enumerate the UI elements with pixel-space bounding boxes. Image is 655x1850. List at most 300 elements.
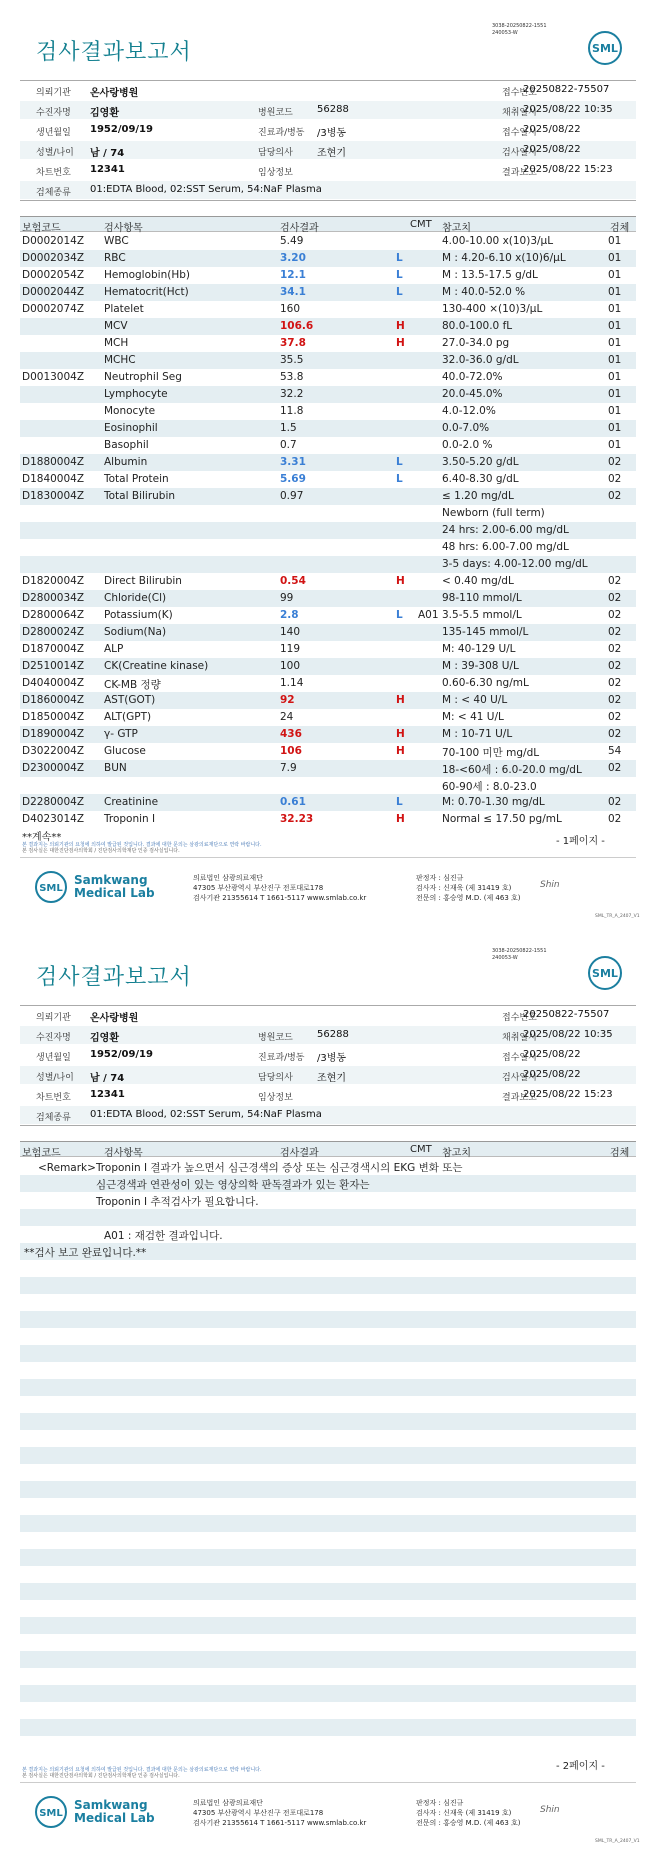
remark-line-1: <Remark>Troponin I 결과가 높으면서 심근경색의 증상 또는 심근경색시의 EKG 변화 또는 — [38, 1162, 463, 1174]
result-specimen: 02 — [608, 762, 622, 774]
result-code: D0002044Z — [22, 286, 85, 298]
footer-director: 판정자 : 심진규 — [416, 1799, 464, 1807]
col-item-header: 검사항목 — [104, 1148, 143, 1159]
result-ref: M : 4.20-6.10 x(10)6/μL — [442, 252, 566, 264]
blank-row — [20, 1209, 636, 1226]
table-row — [20, 301, 636, 318]
blank-row — [20, 1719, 636, 1736]
footer-org: 의료법인 삼광의료재단 — [193, 1799, 263, 1807]
footer-staff-info — [416, 1798, 521, 1828]
result-code: D1820004Z — [22, 575, 85, 587]
result-ref: 24 hrs: 2.00-6.00 mg/dL — [442, 524, 569, 536]
report-dt-value: 2025/08/22 15:23 — [523, 1089, 613, 1100]
col-spec-header: 검체 — [610, 1148, 630, 1159]
requester-label: 의뢰기관 — [36, 1013, 71, 1023]
barcode-text-2 — [492, 948, 547, 962]
result-specimen: 01 — [608, 235, 622, 247]
result-value: 119 — [280, 643, 301, 655]
footer-org: 의료법인 삼광의료재단 — [193, 874, 263, 882]
result-value: 0.54 — [280, 575, 306, 587]
result-value: 37.8 — [280, 337, 306, 349]
table-row — [20, 352, 636, 369]
patient-name-value: 김영환 — [90, 1033, 119, 1044]
footer-logo-text: SML — [39, 883, 63, 894]
result-ref: 0.0-2.0 % — [442, 439, 493, 451]
table-row — [20, 794, 636, 811]
results-table-header — [20, 216, 636, 232]
result-item: MCH — [104, 337, 129, 349]
results-table-header-2 — [20, 1141, 636, 1157]
test-dt-label: 검사일시 — [502, 1073, 537, 1083]
result-ref: Normal ≤ 17.50 pg/mL — [442, 813, 562, 825]
blank-row — [20, 1668, 636, 1685]
collect-label: 채취일시 — [502, 108, 537, 118]
table-row — [20, 267, 636, 284]
table-row — [20, 624, 636, 641]
result-specimen: 01 — [608, 354, 622, 366]
result-specimen: 01 — [608, 388, 622, 400]
result-ref: M : 10-71 U/L — [442, 728, 513, 740]
table-row — [20, 556, 636, 573]
result-ref: 18-<60세 : 6.0-20.0 mg/dL — [442, 764, 582, 776]
result-code: D2800034Z — [22, 592, 85, 604]
barcode-line-2: 240053-W — [492, 30, 518, 36]
header-row-1 — [20, 1006, 636, 1024]
result-item: Direct Bilirubin — [104, 575, 182, 587]
result-code: D1830004Z — [22, 490, 85, 502]
col-result-header: 검사결과 — [280, 1148, 319, 1159]
chart-no-label: 차트번호 — [36, 168, 71, 178]
blank-row — [20, 1702, 636, 1719]
result-code: D1880004Z — [22, 456, 85, 468]
header-row-5 — [20, 1086, 636, 1104]
result-specimen: 02 — [608, 694, 622, 706]
chart-no-label: 차트번호 — [36, 1093, 71, 1103]
result-value: 5.49 — [280, 235, 304, 247]
result-item: ALT(GPT) — [104, 711, 152, 723]
table-row — [20, 369, 636, 386]
result-code: D0002014Z — [22, 235, 85, 247]
result-item: RBC — [104, 252, 126, 264]
result-item: γ- GTP — [104, 728, 138, 740]
blank-row — [20, 1634, 636, 1651]
result-specimen: 02 — [608, 796, 622, 808]
result-item: Lymphocyte — [104, 388, 168, 400]
result-ref: 48 hrs: 6.00-7.00 mg/dL — [442, 541, 569, 553]
result-ref: < 0.40 mg/dL — [442, 575, 514, 587]
footer-brand — [74, 1799, 155, 1825]
result-flag: H — [396, 694, 405, 706]
result-flag: L — [396, 796, 403, 808]
patient-name-label: 수진자명 — [36, 1033, 71, 1043]
footer-address: 47305 부산광역시 부산진구 전포대로178 — [193, 1809, 324, 1817]
result-specimen: 01 — [608, 337, 622, 349]
sml-footer-logo-icon — [34, 870, 78, 904]
disclaimer-line-2: 본 검사실은 대한진단검사의학회 / 진단검사의학재단 인증 검사실입니다. — [22, 1773, 180, 1779]
result-code: D4040004Z — [22, 677, 85, 689]
table-row — [20, 726, 636, 743]
table-row — [20, 386, 636, 403]
result-value: 3.20 — [280, 252, 306, 264]
result-ref: 40.0-72.0% — [442, 371, 503, 383]
specimen-label: 검체종류 — [36, 188, 71, 198]
result-ref: 27.0-34.0 pg — [442, 337, 510, 349]
result-code: D2800064Z — [22, 609, 85, 621]
blank-row — [20, 1447, 636, 1464]
result-ref: 3-5 days: 4.00-12.00 mg/dL — [442, 558, 588, 570]
result-code: D2800024Z — [22, 626, 85, 638]
signature: Shin — [540, 880, 560, 890]
barcode-line-1: 3038-20250822-1551 — [492, 948, 547, 954]
disclaimer-2 — [22, 1767, 262, 1779]
blank-row — [20, 1362, 636, 1379]
table-row — [20, 284, 636, 301]
table-row — [20, 590, 636, 607]
receipt-no-label: 접수번호 — [502, 88, 537, 98]
footer-divider — [20, 1782, 636, 1783]
remark-line-4: A01 : 재검한 결과입니다. — [104, 1230, 223, 1242]
dob-value: 1952/09/19 — [90, 124, 153, 135]
table-row — [20, 488, 636, 505]
result-ref: M: 40-129 U/L — [442, 643, 516, 655]
disclaimer-line-1: 본 결과지는 의뢰기관의 요청에 의하여 발급된 것입니다. 결과에 대한 문의는 삼광의료재단으로 연락 바랍니다. — [22, 842, 262, 848]
table-row — [20, 675, 636, 692]
result-item: Neutrophil Seg — [104, 371, 182, 383]
sml-footer-logo-icon — [34, 1795, 78, 1829]
result-value: 34.1 — [280, 286, 306, 298]
result-flag: H — [396, 813, 405, 825]
blank-row — [20, 1294, 636, 1311]
blank-row — [20, 1600, 636, 1617]
receipt-dt-value: 2025/08/22 — [523, 1049, 581, 1060]
form-version: SML_TR_A_2407_V1 — [595, 1839, 640, 1844]
sml-logo-icon — [587, 955, 623, 991]
result-ref: M: 0.70-1.30 mg/dL — [442, 796, 545, 808]
dept-label: 진료과/병동 — [258, 128, 305, 138]
result-specimen: 02 — [608, 609, 622, 621]
clinical-info-label: 임상정보 — [258, 1093, 293, 1103]
footer-logo-text: SML — [39, 1808, 63, 1819]
result-code: D0002034Z — [22, 252, 85, 264]
blank-row — [20, 1549, 636, 1566]
report-dt-value: 2025/08/22 15:23 — [523, 164, 613, 175]
col-result-header: 검사결과 — [280, 223, 319, 234]
header-divider-bottom — [20, 200, 636, 201]
doctor-label: 담당의사 — [258, 1073, 293, 1083]
blank-row — [20, 1651, 636, 1668]
result-item: Potassium(K) — [104, 609, 173, 621]
table-row — [20, 811, 636, 828]
page-title-2: 검사결과보고서 — [36, 965, 192, 990]
test-dt-label: 검사일시 — [502, 148, 537, 158]
sml-logo-icon — [587, 30, 623, 66]
table-row — [20, 658, 636, 675]
footer-lab-info: 검사기관 21355614 T 1661-5117 www.smlab.co.kr — [193, 894, 367, 902]
result-flag: H — [396, 728, 405, 740]
result-flag: H — [396, 320, 405, 332]
result-ref: 80.0-100.0 fL — [442, 320, 513, 332]
blank-row — [20, 1617, 636, 1634]
header-row-5 — [20, 161, 636, 179]
footer-brand — [74, 874, 155, 900]
result-item: Hemoglobin(Hb) — [104, 269, 191, 281]
result-value: 5.69 — [280, 473, 306, 485]
table-row — [20, 250, 636, 267]
result-item: Eosinophil — [104, 422, 158, 434]
result-ref: ≤ 1.20 mg/dL — [442, 490, 514, 502]
result-ref: M : 13.5-17.5 g/dL — [442, 269, 538, 281]
result-ref: 4.00-10.00 x(10)3/μL — [442, 235, 554, 247]
blank-row — [20, 1566, 636, 1583]
result-flag: H — [396, 745, 405, 757]
result-item: Chloride(Cl) — [104, 592, 167, 604]
table-row — [20, 233, 636, 250]
result-ref: 135-145 mmol/L — [442, 626, 529, 638]
blank-row — [20, 1583, 636, 1600]
clinical-info-label: 임상정보 — [258, 168, 293, 178]
result-ref: 130-400 ×(10)3/μL — [442, 303, 543, 315]
result-specimen: 02 — [608, 592, 622, 604]
header-row-4 — [20, 1066, 636, 1084]
blank-row — [20, 1379, 636, 1396]
result-ref: M : 39-308 U/L — [442, 660, 519, 672]
result-value: 24 — [280, 711, 294, 723]
result-item: WBC — [104, 235, 129, 247]
requester-value: 온사랑병원 — [90, 1013, 139, 1024]
result-item: MCHC — [104, 354, 136, 366]
result-value: 100 — [280, 660, 301, 672]
col-cmt-header: CMT — [410, 219, 432, 230]
result-specimen: 02 — [608, 728, 622, 740]
header-row-2 — [20, 1026, 636, 1044]
result-item: Sodium(Na) — [104, 626, 167, 638]
result-value: 160 — [280, 303, 301, 315]
result-flag: L — [396, 286, 403, 298]
result-specimen: 02 — [608, 660, 622, 672]
result-specimen: 02 — [608, 626, 622, 638]
blank-row — [20, 1345, 636, 1362]
col-spec-header: 검체 — [610, 223, 630, 234]
receipt-dt-label: 접수일시 — [502, 128, 537, 138]
result-specimen: 01 — [608, 269, 622, 281]
col-item-header: 검사항목 — [104, 223, 143, 234]
footer-org-info — [193, 1798, 366, 1828]
receipt-dt-value: 2025/08/22 — [523, 124, 581, 135]
result-ref: 3.5-5.5 mmol/L — [442, 609, 522, 621]
result-code: D1890004Z — [22, 728, 85, 740]
result-item: Albumin — [104, 456, 148, 468]
result-value: 0.7 — [280, 439, 297, 451]
footer-divider — [20, 857, 636, 858]
specimen-value: 01:EDTA Blood, 02:SST Serum, 54:NaF Plasma — [90, 184, 322, 195]
results-table-body — [20, 233, 636, 828]
blank-row — [20, 1532, 636, 1549]
result-code: D0002054Z — [22, 269, 85, 281]
form-version: SML_TR_A_2407_V1 — [595, 914, 640, 919]
blank-row — [20, 1277, 636, 1294]
result-code: D2280004Z — [22, 796, 85, 808]
barcode-line-2: 240053-W — [492, 955, 518, 961]
result-value: 3.31 — [280, 456, 306, 468]
brand-line-2: Medical Lab — [74, 1811, 155, 1825]
test-dt-value: 2025/08/22 — [523, 1069, 581, 1080]
table-row — [20, 709, 636, 726]
hospital-code-value: 56288 — [317, 1029, 349, 1040]
specimen-value: 01:EDTA Blood, 02:SST Serum, 54:NaF Plasma — [90, 1109, 322, 1120]
result-ref: 4.0-12.0% — [442, 405, 496, 417]
result-code: D4023014Z — [22, 813, 85, 825]
dob-value: 1952/09/19 — [90, 1049, 153, 1060]
result-value: 1.14 — [280, 677, 304, 689]
barcode-text — [492, 23, 547, 37]
blank-row — [20, 1311, 636, 1328]
result-specimen: 01 — [608, 303, 622, 315]
collect-value: 2025/08/22 10:35 — [523, 104, 613, 115]
blank-row — [20, 1498, 636, 1515]
page-title: 검사결과보고서 — [36, 40, 192, 65]
blank-row — [20, 1481, 636, 1498]
result-value: 106 — [280, 745, 302, 757]
brand-line-1: Samkwang — [74, 1798, 148, 1812]
blank-row — [20, 1260, 636, 1277]
header-row-1 — [20, 81, 636, 99]
header-divider-bottom — [20, 1125, 636, 1126]
result-specimen: 01 — [608, 439, 622, 451]
result-code: D2510014Z — [22, 660, 85, 672]
table-row — [20, 522, 636, 539]
requester-label: 의뢰기관 — [36, 88, 71, 98]
chart-no-value: 12341 — [90, 164, 125, 175]
result-ref: M: < 41 U/L — [442, 711, 504, 723]
result-ref: 0.0-7.0% — [442, 422, 490, 434]
result-item: CK-MB 정량 — [104, 679, 161, 691]
result-specimen: 01 — [608, 371, 622, 383]
result-ref: Newborn (full term) — [442, 507, 545, 519]
logo-text: SML — [592, 967, 618, 980]
table-row — [20, 318, 636, 335]
col-cmt-header: CMT — [410, 1144, 432, 1155]
hospital-code-label: 병원코드 — [258, 108, 293, 118]
header-row-3 — [20, 121, 636, 139]
result-specimen: 02 — [608, 643, 622, 655]
result-item: Hematocrit(Hct) — [104, 286, 189, 298]
result-specimen: 02 — [608, 813, 622, 825]
result-flag: H — [396, 337, 405, 349]
blank-row — [20, 1413, 636, 1430]
footer-tester: 검사자 : 신재욱 (제 31419 호) — [416, 884, 512, 892]
blank-row — [20, 1685, 636, 1702]
result-value: 2.8 — [280, 609, 299, 621]
disclaimer-line-1: 본 결과지는 의뢰기관의 요청에 의하여 발급된 것입니다. 결과에 대한 문의는 삼광의료재단으로 연락 바랍니다. — [22, 1767, 262, 1773]
result-code: D2300004Z — [22, 762, 85, 774]
result-value: 0.61 — [280, 796, 306, 808]
test-dt-value: 2025/08/22 — [523, 144, 581, 155]
result-item: AST(GOT) — [104, 694, 156, 706]
result-ref: 32.0-36.0 g/dL — [442, 354, 519, 366]
result-value: 106.6 — [280, 320, 314, 332]
result-code: D1860004Z — [22, 694, 85, 706]
result-value: 12.1 — [280, 269, 306, 281]
result-value: 35.5 — [280, 354, 304, 366]
table-row — [20, 573, 636, 590]
result-item: Glucose — [104, 745, 146, 757]
dept-value: /3병동 — [317, 1053, 347, 1064]
result-code: D0002074Z — [22, 303, 85, 315]
header-row-3 — [20, 1046, 636, 1064]
brand-line-1: Samkwang — [74, 873, 148, 887]
result-flag: L — [396, 473, 403, 485]
receipt-dt-label: 접수일시 — [502, 1053, 537, 1063]
table-row — [20, 335, 636, 352]
receipt-no-value: 20250822-75507 — [523, 1009, 610, 1020]
receipt-no-label: 접수번호 — [502, 1013, 537, 1023]
result-item: Total Bilirubin — [104, 490, 176, 502]
result-ref: 98-110 mmol/L — [442, 592, 522, 604]
result-item: BUN — [104, 762, 127, 774]
doctor-value: 조현기 — [317, 148, 346, 159]
dob-label: 생년월일 — [36, 1053, 71, 1063]
requester-value: 온사랑병원 — [90, 88, 139, 99]
result-item: CK(Creatine kinase) — [104, 660, 209, 672]
result-item: Monocyte — [104, 405, 156, 417]
remark-line-2: 심근경색과 연관성이 있는 영상의학 판독결과가 있는 환자는 — [96, 1179, 370, 1191]
signature: Shin — [540, 1805, 560, 1815]
patient-name-value: 김영환 — [90, 108, 119, 119]
blank-row — [20, 1515, 636, 1532]
sexage-value: 남 / 74 — [90, 148, 125, 159]
result-value: 32.23 — [280, 813, 314, 825]
col-ref-header: 참고치 — [442, 1148, 471, 1159]
report-dt-label: 결과보고 — [502, 1093, 537, 1103]
result-item: Platelet — [104, 303, 144, 315]
col-code-header: 보험코드 — [22, 1148, 61, 1159]
dob-label: 생년월일 — [36, 128, 71, 138]
page-number: - 1페이지 - — [556, 836, 605, 847]
logo-text: SML — [592, 42, 618, 55]
result-specimen: 02 — [608, 711, 622, 723]
footer-director: 판정자 : 심진규 — [416, 874, 464, 882]
doctor-value: 조현기 — [317, 1073, 346, 1084]
brand-line-2: Medical Lab — [74, 886, 155, 900]
receipt-no-value: 20250822-75507 — [523, 84, 610, 95]
blank-row — [20, 1328, 636, 1345]
table-row — [20, 692, 636, 709]
result-item: Creatinine — [104, 796, 159, 808]
result-value: 99 — [280, 592, 294, 604]
result-specimen: 02 — [608, 677, 622, 689]
result-ref: 60-90세 : 8.0-23.0 — [442, 781, 537, 793]
result-ref: M : 40.0-52.0 % — [442, 286, 526, 298]
table-row — [20, 641, 636, 658]
table-row — [20, 471, 636, 488]
result-value: 7.9 — [280, 762, 297, 774]
result-item: Basophil — [104, 439, 149, 451]
sexage-label: 성별/나이 — [36, 148, 74, 158]
report-complete-note: **검사 보고 완료입니다.** — [24, 1247, 147, 1259]
result-ref: 70-100 미만 mg/dL — [442, 747, 540, 759]
result-ref: 20.0-45.0% — [442, 388, 503, 400]
collect-label: 채취일시 — [502, 1033, 537, 1043]
header-row-6 — [20, 181, 636, 199]
result-value: 92 — [280, 694, 295, 706]
result-item: MCV — [104, 320, 128, 332]
footer-specialist: 전문의 : 홍승영 M.D. (제 463 호) — [416, 1819, 521, 1827]
result-cmt: A01 — [418, 609, 439, 621]
result-value: 0.97 — [280, 490, 304, 502]
chart-no-value: 12341 — [90, 1089, 125, 1100]
result-code: D0013004Z — [22, 371, 85, 383]
continued-marker: **계속** — [22, 832, 62, 843]
